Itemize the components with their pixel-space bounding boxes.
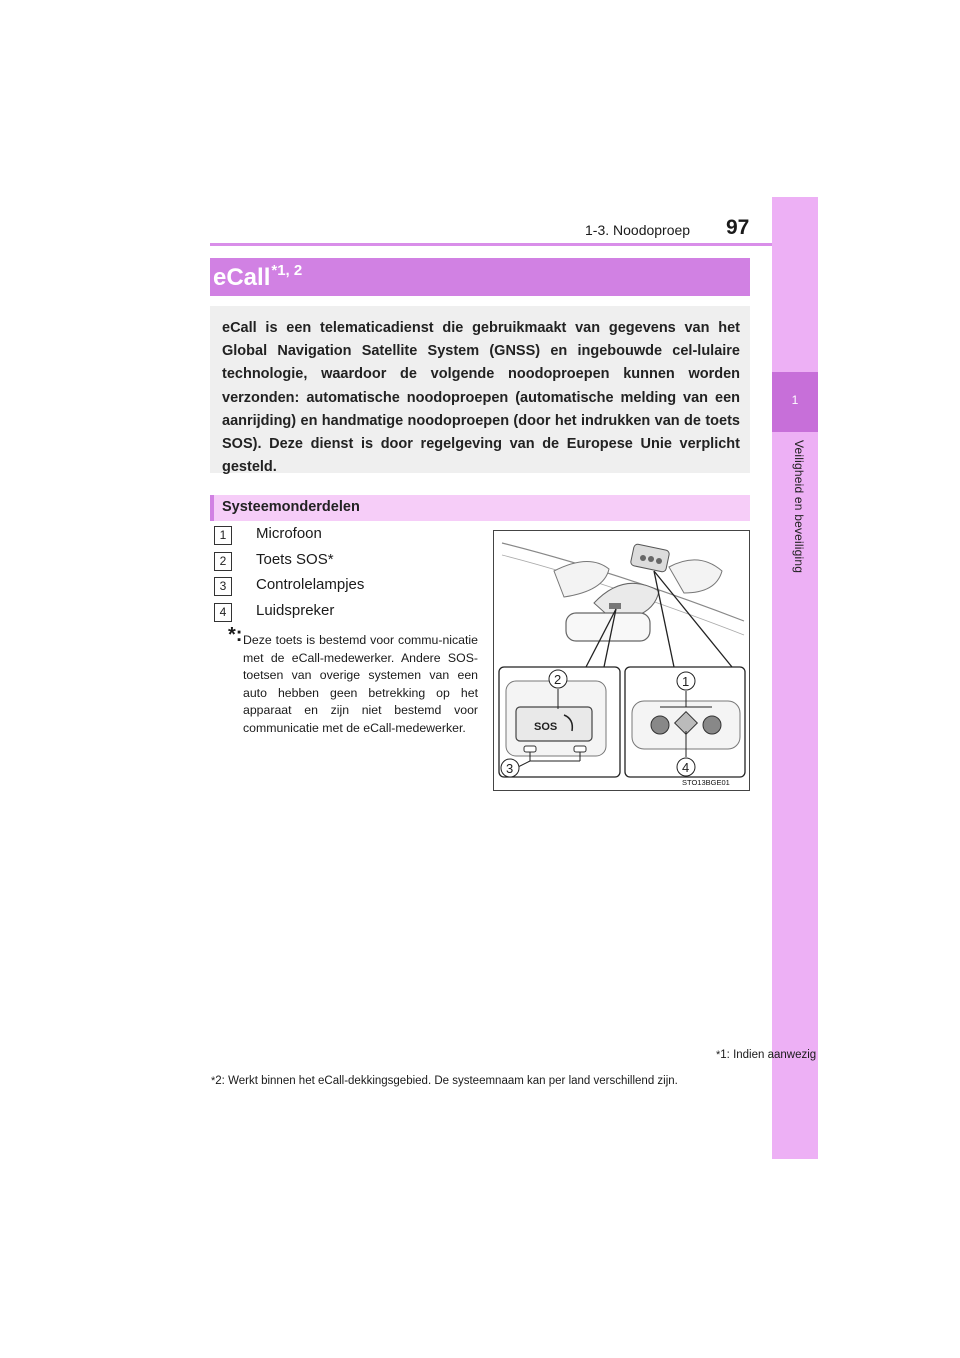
intro-text: eCall is een telematicadienst die gebruikmaakt van gegevens van het Global Navigation Satellite System (GNSS) en ingebouwde cel-lulaire technologie, waardoor de volgende noodoproepen kunnen worden verzonden: automatische noodoproepen (automatische melding van een aanrijding) en handmatige noodoproepen (door het indrukken van de toets SOS). Deze dienst is door regelgeving van de Europese Unie verplicht gesteld. [222, 320, 740, 476]
callout-number: 4 [214, 603, 232, 622]
component-label: Controlelampjes [256, 576, 365, 593]
callout-number: 2 [214, 552, 232, 571]
footnote-1 [716, 1049, 816, 1061]
footnote-2-text: 2: Werkt binnen het eCall-dekkingsgebied. De systeemnaam kan per land verschillend zijn. [215, 1075, 678, 1087]
footnote-1-marker: * [716, 1049, 721, 1061]
callout-number: 3 [214, 577, 232, 596]
footnote-2-marker: * [211, 1075, 216, 1087]
ecall-diagram [494, 531, 749, 790]
callout-1: 1 [682, 674, 690, 689]
chapter-number-tab[interactable]: 1 [772, 372, 818, 432]
component-label: Toets SOS* [256, 551, 334, 568]
sos-button-label: SOS [534, 721, 558, 733]
page-title-text: eCall [213, 264, 271, 291]
callout-2: 2 [554, 672, 562, 687]
footnote-note [228, 632, 478, 737]
footnote-1-text: 1: Indien aanwezig [720, 1049, 817, 1061]
component-label: Microfoon [256, 525, 322, 542]
chapter-label: Veiligheid en beveiliging [792, 440, 806, 574]
ecall-illustration [493, 530, 750, 791]
subsection-title: Systeemonderdelen [222, 499, 360, 515]
component-label: Luidspreker [256, 602, 335, 619]
illustration-code: STO13BGE01 [682, 778, 730, 787]
note-marker: *: [228, 624, 243, 646]
page-title [213, 262, 302, 292]
callout-number: 1 [214, 526, 232, 545]
section-header: 1-3. Noodoproep [585, 222, 691, 238]
page-number: 97 [726, 216, 750, 239]
chapter-side-strip [772, 197, 818, 1159]
callout-4: 4 [682, 760, 690, 775]
note-text: Deze toets is bestemd voor commu-nicatie met de eCall-medewerker. Andere SOS-toetsen van overige systemen van een auto hebben geen betrekking op het apparaat en zijn niet bestemd voor communicatie met de eCall-medewerker. [243, 633, 478, 735]
header-divider [210, 243, 790, 246]
footnote-2 [211, 1075, 678, 1087]
callout-3: 3 [506, 761, 514, 776]
title-superscript: *1, 2 [271, 262, 303, 279]
